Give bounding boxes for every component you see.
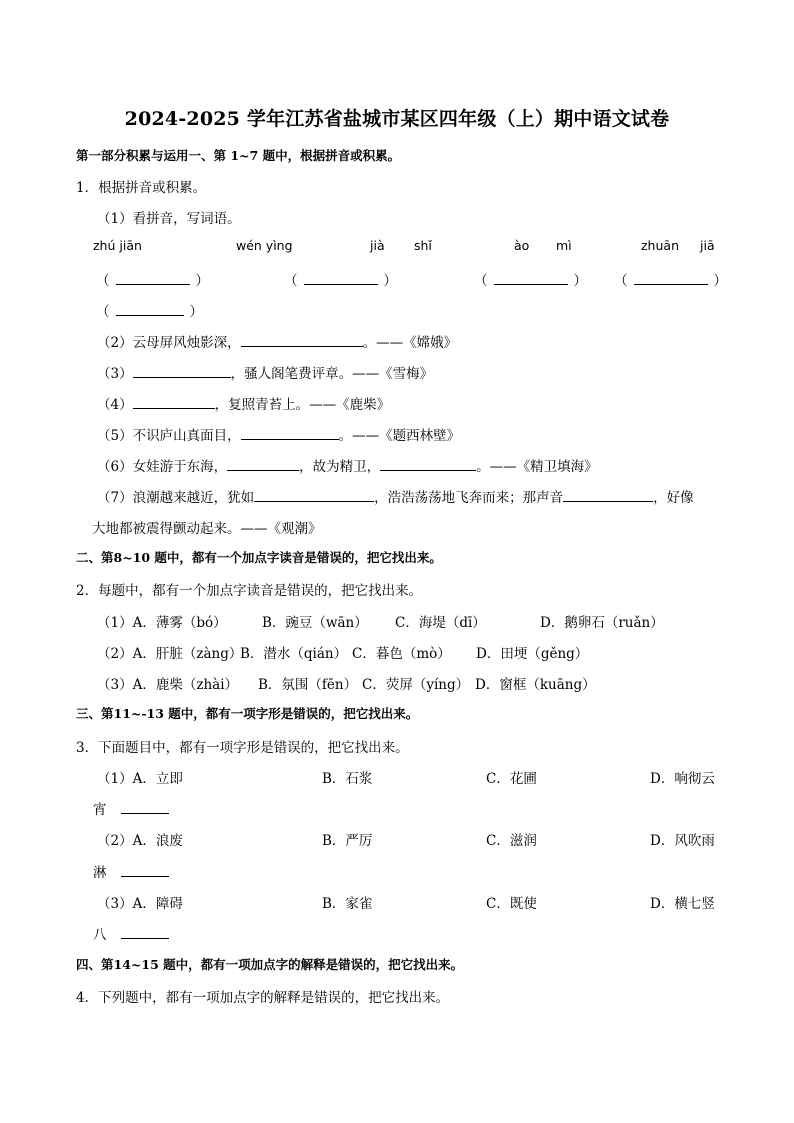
q2-r1-c[interactable]: C．海堤（dī） bbox=[395, 615, 486, 631]
q3-r1-d[interactable]: D．响彻云 bbox=[650, 771, 715, 787]
q3-r2-a[interactable]: （2）A．浪废 bbox=[97, 833, 183, 849]
q2-r1-d[interactable]: D．鹅卵石（ruǎn） bbox=[540, 615, 664, 631]
pinyin-7: zhuān bbox=[641, 238, 679, 253]
q4-stem: 4．下列题中，都有一项加点字的解释是错误的，把它找出来。 bbox=[76, 990, 450, 1006]
q1-sub3: （3） ，骚人阁笔费评章。——《雪梅》 bbox=[97, 362, 718, 382]
q2-r2-c[interactable]: C．暮色（mò） bbox=[352, 646, 451, 662]
q1-stem: 1．根据拼音或积累。 bbox=[76, 180, 207, 196]
q3-r1-c[interactable]: C．花圃 bbox=[486, 771, 537, 787]
blank-5[interactable] bbox=[241, 425, 339, 440]
q3-r1-b[interactable]: B．石浆 bbox=[322, 771, 373, 787]
q2-r2-d[interactable]: D．田埂（gěng） bbox=[476, 646, 589, 662]
q1-sub6: （6）女娃游于东海， ，故为精卫， 。——《精卫填海》 bbox=[97, 455, 718, 475]
q2-r2-b[interactable]: B．潜水（qián） bbox=[240, 646, 348, 662]
q3-r3-a[interactable]: （3）A．障碍 bbox=[97, 896, 183, 912]
q3-stem: 3．下面题目中，都有一项字形是错误的，把它找出来。 bbox=[76, 740, 409, 756]
q1-sub7-cont: 大地都被震得颤动起来。——《观潮》 bbox=[92, 521, 322, 537]
q3-r3-b[interactable]: B．家雀 bbox=[322, 896, 373, 912]
q1-sub7: （7）浪潮越来越近，犹如 ，浩浩荡荡地飞奔而来；那声音 ，好像 bbox=[97, 486, 724, 506]
blank-7b[interactable] bbox=[563, 487, 653, 502]
blank-6a[interactable] bbox=[227, 456, 299, 471]
part1-header: 第一部分积累与运用一、第 1~7 题中，根据拼音或积累。 bbox=[76, 148, 401, 163]
q1-sub2: （2）云母屏风烛影深， 。——《嫦娥》 bbox=[97, 331, 718, 351]
blank-2[interactable] bbox=[241, 332, 363, 347]
q2-stem: 2．每题中，都有一个加点字读音是错误的，把它找出来。 bbox=[76, 583, 423, 599]
pinyin-5: ào bbox=[514, 238, 530, 253]
answer-box-1[interactable]: （ ） bbox=[96, 269, 209, 289]
q3-r3-answer[interactable] bbox=[121, 924, 169, 939]
q3-r1-answer[interactable] bbox=[121, 799, 169, 814]
q3-r1-a[interactable]: （1）A．立即 bbox=[97, 771, 183, 787]
q2-r1-a[interactable]: （1）A．薄雾（bó） bbox=[97, 615, 227, 631]
q3-r2-d[interactable]: D．风吹雨 bbox=[650, 833, 715, 849]
q2-r2-a[interactable]: （2）A．肝脏（zàng） bbox=[97, 646, 243, 662]
pinyin-6: mì bbox=[556, 238, 572, 253]
q1-sub1: （1）看拼音，写词语。 bbox=[97, 211, 241, 227]
pinyin-2: wén yìng bbox=[236, 238, 293, 253]
q3-r1-tail: 宵 bbox=[93, 798, 169, 818]
pinyin-1: zhú jiān bbox=[93, 238, 142, 253]
blank-7a[interactable] bbox=[254, 487, 374, 502]
pinyin-8: jiā bbox=[700, 238, 715, 253]
answer-box-2[interactable]: （ ） bbox=[284, 269, 397, 289]
q1-sub4: （4） ，复照青苔上。——《鹿柴》 bbox=[97, 393, 718, 413]
q3-r3-d[interactable]: D．横七竖 bbox=[650, 896, 715, 912]
q3-r2-b[interactable]: B．严厉 bbox=[322, 833, 373, 849]
q1-sub5: （5）不识庐山真面目， 。——《题西林壁》 bbox=[97, 424, 718, 444]
q2-r3-c[interactable]: C．荧屏（yíng） bbox=[362, 677, 470, 693]
answer-box-5[interactable]: （ ） bbox=[96, 300, 203, 320]
q2-r3-a[interactable]: （3）A．鹿柴（zhài） bbox=[97, 677, 239, 693]
q3-r3-c[interactable]: C．既使 bbox=[486, 896, 537, 912]
q2-r1-b[interactable]: B．豌豆（wān） bbox=[262, 615, 368, 631]
exam-title: 2024-2025 学年江苏省盐城市某区四年级（上）期中语文试卷 bbox=[124, 108, 670, 130]
answer-box-4[interactable]: （ ） bbox=[614, 269, 727, 289]
q3-r3-tail: 八 bbox=[93, 923, 169, 943]
q3-r2-c[interactable]: C．滋润 bbox=[486, 833, 537, 849]
q3-r2-answer[interactable] bbox=[121, 862, 169, 877]
q2-r3-d[interactable]: D．窗框（kuāng） bbox=[475, 677, 596, 693]
part2-header: 二、第8~10 题中，都有一个加点字读音是错误的，把它找出来。 bbox=[76, 550, 442, 565]
part3-header: 三、第11~-13 题中，都有一项字形是错误的，把它找出来。 bbox=[76, 706, 419, 721]
pinyin-3: jià bbox=[370, 238, 385, 253]
blank-3[interactable] bbox=[133, 363, 231, 378]
q3-r2-tail: 淋 bbox=[93, 861, 169, 881]
pinyin-4: shǐ bbox=[414, 238, 432, 253]
part4-header: 四、第14~15 题中，都有一项加点字的解释是错误的，把它找出来。 bbox=[76, 957, 464, 972]
answer-box-3[interactable]: （ ） bbox=[474, 269, 587, 289]
blank-6b[interactable] bbox=[380, 456, 476, 471]
blank-4[interactable] bbox=[133, 394, 215, 409]
q2-r3-b[interactable]: B．氛围（fēn） bbox=[258, 677, 358, 693]
